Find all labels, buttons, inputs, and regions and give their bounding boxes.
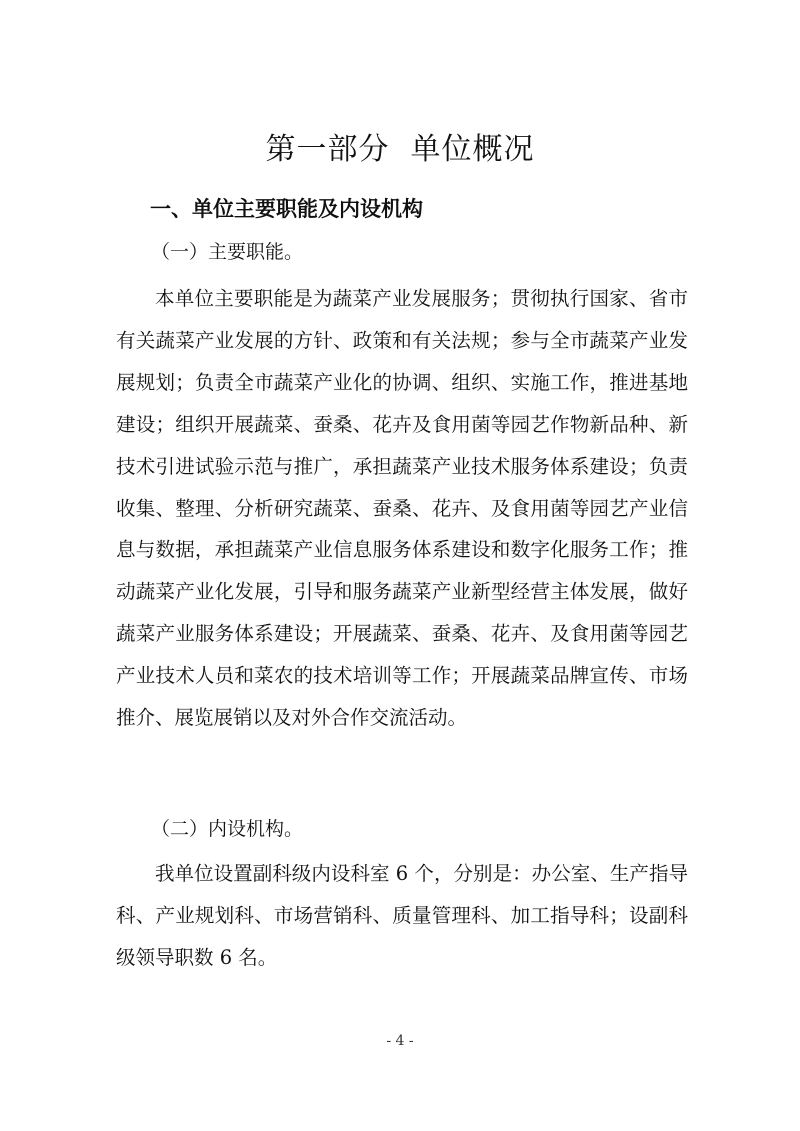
- section-heading: 一、单位主要职能及内设机构: [150, 197, 423, 221]
- subsection-heading-internal-structure: （二）内设机构。: [151, 818, 304, 840]
- document-title: 第一部分 单位概况: [265, 132, 535, 167]
- internal-structure-paragraph: 我单位设置副科级内设科室 6 个，分别是：办公室、生产指导科、产业规划科、市场营销科、质量管理科、加工指导科；设副科级领导职数 6 名。: [116, 862, 688, 969]
- subsection-heading-functions: （一）主要职能。: [151, 241, 304, 263]
- functions-paragraph: 本单位主要职能是为蔬菜产业发展服务；贯彻执行国家、省市有关蔬菜产业发展的方针、政策和有关法规；参与全市蔬菜产业发展规划；负责全市蔬菜产业化的协调、组织、实施工作，推进基地建设；组织开展蔬菜、蚕桑、花卉及食用菌等园艺作物新品种、新技术引进试验示范与推广，承担蔬菜产业技术服务体系建设；负责收集、整理、分析研究蔬菜、蚕桑、花卉、及食用菌等园艺产业信息与数据，承担蔬菜产业信息服务体系建设和数字化服务工作；推动蔬菜产业化发展，引导和服务蔬菜产业新型经营主体发展，做好蔬菜产业服务体系建设；开展蔬菜、蚕桑、花卉、及食用菌等园艺产业技术人员和菜农的技术培训等工作；开展蔬菜品牌宣传、市场推介、展览展销以及对外合作交流活动。: [116, 287, 688, 730]
- page-number: - 4 -: [386, 1033, 414, 1049]
